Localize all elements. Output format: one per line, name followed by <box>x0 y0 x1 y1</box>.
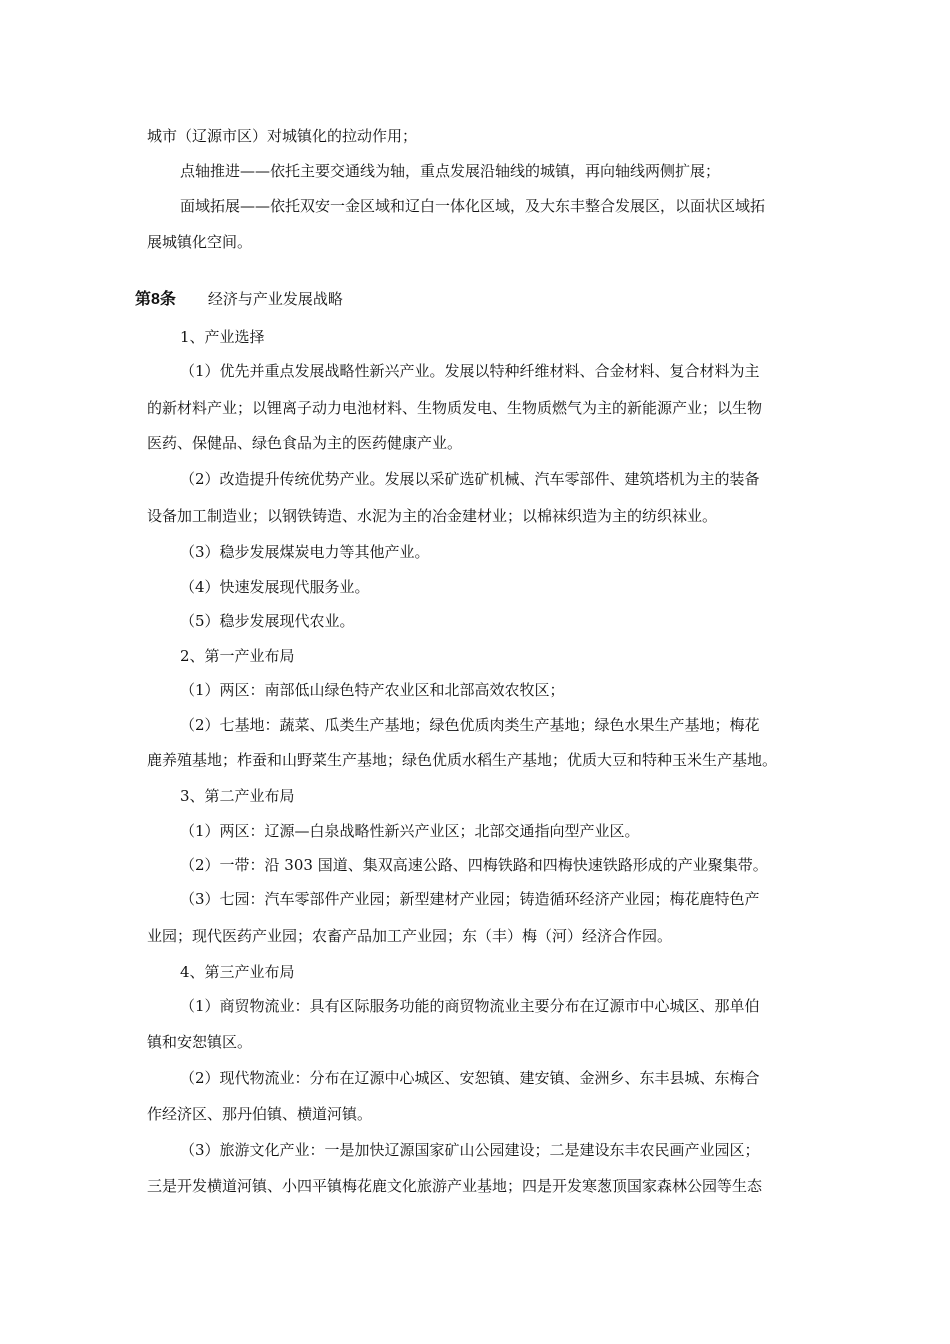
paragraph-line: （1）优先并重点发展战略性新兴产业。发展以特种纤维材料、合金材料、复合材料为主 <box>180 362 760 380</box>
paragraph-line: 三是开发横道河镇、小四平镇梅花鹿文化旅游产业基地；四是开发寒葱顶国家森林公园等生态 <box>147 1177 763 1195</box>
paragraph-line: （4）快速发展现代服务业。 <box>180 578 370 596</box>
paragraph-line: （5）稳步发展现代农业。 <box>180 612 355 630</box>
paragraph-line: （3）旅游文化产业：一是加快辽源国家矿山公园建设；二是建设东丰农民画产业园区； <box>180 1141 760 1159</box>
paragraph-line: （2）一带：沿 303 国道、集双高速公路、四梅铁路和四梅快速铁路形成的产业聚集带。 <box>180 856 768 874</box>
paragraph-line: 医药、保健品、绿色食品为主的医药健康产业。 <box>147 434 463 452</box>
paragraph-line: 业园；现代医药产业园；农畜产品加工产业园；东（丰）梅（河）经济合作园。 <box>147 927 673 945</box>
article-number: 第8条 <box>135 291 176 308</box>
paragraph-line: 的新材料产业；以锂离子动力电池材料、生物质发电、生物质燃气为主的新能源产业；以生物 <box>147 399 763 417</box>
paragraph-line: （2）改造提升传统优势产业。发展以采矿选矿机械、汽车零部件、建筑塔机为主的装备 <box>180 470 760 488</box>
paragraph-line: （3）七园：汽车零部件产业园；新型建材产业园；铸造循环经济产业园；梅花鹿特色产 <box>180 890 760 908</box>
article-title: 经济与产业发展战略 <box>207 290 343 308</box>
paragraph-line: 面域拓展——依托双安一金区域和辽白一体化区域，及大东丰整合发展区，以面状区域拓 <box>180 197 766 215</box>
paragraph-line: 点轴推进——依托主要交通线为轴，重点发展沿轴线的城镇，再向轴线两侧扩展； <box>180 162 721 180</box>
paragraph-line: （1）商贸物流业：具有区际服务功能的商贸物流业主要分布在辽源市中心城区、那单伯 <box>180 997 760 1015</box>
paragraph-line: （1）两区：辽源—白泉战略性新兴产业区；北部交通指向型产业区。 <box>180 822 640 840</box>
paragraph-line: （3）稳步发展煤炭电力等其他产业。 <box>180 543 430 561</box>
section-heading: 3、第二产业布局 <box>180 787 295 805</box>
paragraph-line: 鹿养殖基地；柞蚕和山野菜生产基地；绿色优质水稻生产基地；优质大豆和特种玉米生产基地。 <box>147 751 778 769</box>
paragraph-line: 作经济区、那丹伯镇、横道河镇。 <box>147 1105 373 1123</box>
paragraph-line: （2）现代物流业：分布在辽源中心城区、安恕镇、建安镇、金洲乡、东丰县城、东梅合 <box>180 1069 760 1087</box>
paragraph-line: 设备加工制造业；以钢铁铸造、水泥为主的冶金建材业；以棉袜织造为主的纺织袜业。 <box>147 507 718 525</box>
article-heading <box>135 289 835 310</box>
paragraph-line: 展城镇化空间。 <box>147 233 253 251</box>
paragraph-line: （1）两区：南部低山绿色特产农业区和北部高效农牧区； <box>180 681 565 699</box>
paragraph-line: 镇和安恕镇区。 <box>147 1033 253 1051</box>
section-heading: 1、产业选择 <box>180 328 265 346</box>
paragraph-line: （2）七基地：蔬菜、瓜类生产基地；绿色优质肉类生产基地；绿色水果生产基地；梅花 <box>180 716 760 734</box>
section-heading: 2、第一产业布局 <box>180 647 295 665</box>
paragraph-line: 城市（辽源市区）对城镇化的拉动作用； <box>147 127 418 145</box>
section-heading: 4、第三产业布局 <box>180 963 295 981</box>
